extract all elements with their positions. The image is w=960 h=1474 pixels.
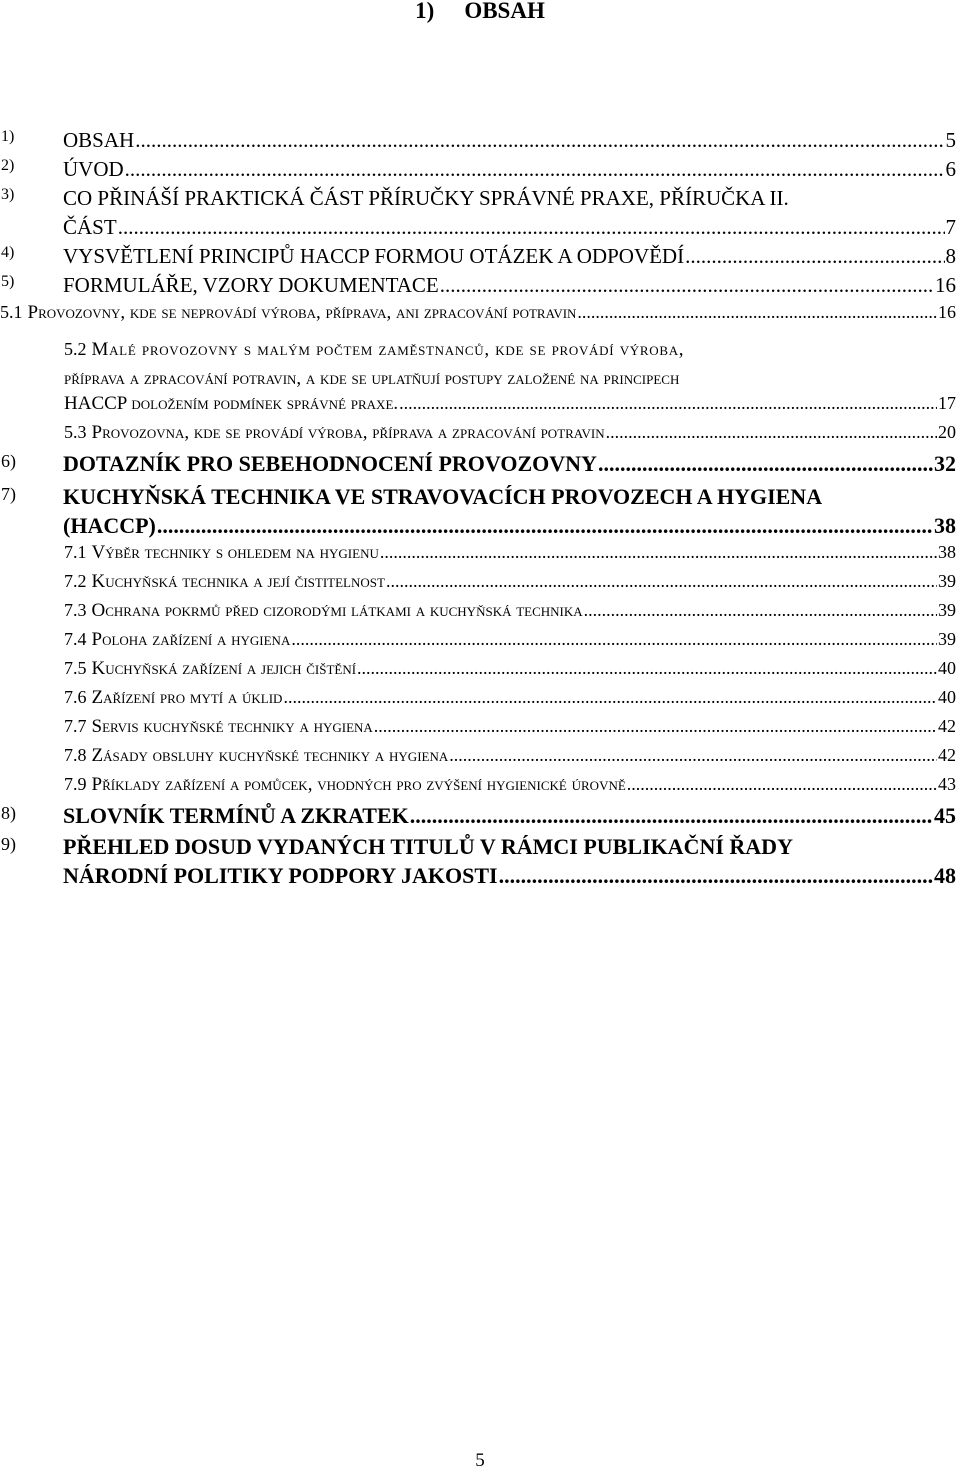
toc-subentry[interactable] bbox=[0, 658, 960, 687]
toc-subentry-number: 7.5 bbox=[64, 658, 87, 678]
toc-subentry-line-2 bbox=[0, 364, 960, 393]
toc-subentry-title: Provozovny, kde se neprovádí výroba, příprava, ani zpracování potravin bbox=[27, 302, 577, 323]
toc-subentry-page: 40 bbox=[938, 687, 956, 707]
toc-entry-number: 9) bbox=[1, 834, 16, 854]
toc-subentry-number: 5.3 bbox=[64, 422, 87, 442]
heading-number: 1) bbox=[415, 0, 435, 23]
toc-entry[interactable] bbox=[0, 484, 960, 542]
toc-subentry-number: 7.9 bbox=[64, 774, 87, 794]
dot-leader bbox=[135, 128, 944, 153]
toc-subentry-page: 43 bbox=[938, 774, 956, 794]
toc-entry-number: 4) bbox=[1, 244, 15, 261]
toc-subentry[interactable] bbox=[0, 335, 960, 422]
toc-subentry-page: 42 bbox=[938, 716, 956, 736]
toc-entry[interactable] bbox=[0, 834, 960, 892]
toc-entry-number: 1) bbox=[1, 128, 15, 145]
toc-entry-title-continued: NÁRODNÍ POLITIKY PODPORY JAKOSTI bbox=[63, 863, 498, 888]
toc-subentry-title: Poloha zařízení a hygiena bbox=[91, 629, 291, 650]
toc-subentry[interactable] bbox=[0, 422, 960, 451]
toc-entry-title: ÚVOD bbox=[63, 157, 124, 181]
toc-subentry-number: 7.3 bbox=[64, 600, 87, 620]
dot-leader bbox=[499, 863, 933, 889]
toc-entry-number: 2) bbox=[1, 157, 15, 174]
toc-subentry-number: 5.1 bbox=[0, 302, 23, 322]
toc-subentry-number: 5.2 bbox=[64, 339, 87, 359]
toc-entry-page: 45 bbox=[934, 803, 956, 828]
toc-subentry-title: Malé provozovny s malým počtem zaměstnanců, kde se provádí výroba, bbox=[91, 339, 685, 360]
dot-leader bbox=[118, 215, 945, 240]
toc-subentry-number: 7.1 bbox=[64, 542, 87, 562]
toc-subentry[interactable] bbox=[0, 774, 960, 803]
toc-entry-title: CO PŘINÁŠÍ PRAKTICKÁ ČÁST PŘÍRUČKY SPRÁVNÉ PRAXE, PŘÍRUČKA II. bbox=[63, 186, 789, 210]
toc-entry-page: 16 bbox=[935, 273, 956, 297]
toc-entry-title-continued: (HACCP) bbox=[63, 513, 156, 538]
toc-subentry-number: 7.6 bbox=[64, 687, 87, 707]
dot-leader bbox=[291, 629, 937, 650]
toc-subentry-number: 7.8 bbox=[64, 745, 87, 765]
dot-leader bbox=[606, 422, 937, 443]
toc-entry[interactable] bbox=[0, 186, 960, 244]
toc-subentry-title: Provozovna, kde se provádí výroba, příprava a zpracování potravin bbox=[91, 422, 605, 443]
toc-entry-title: SLOVNÍK TERMÍNŮ A ZKRATEK bbox=[63, 803, 409, 828]
toc-subentry-title-continued: HACCP doložením podmínek správné praxe. bbox=[64, 393, 399, 414]
toc-subentry[interactable] bbox=[0, 716, 960, 745]
toc-subentry[interactable] bbox=[0, 745, 960, 774]
dot-leader bbox=[449, 745, 937, 766]
toc-subentry-number: 7.2 bbox=[64, 571, 87, 591]
toc-subentry-page: 39 bbox=[938, 600, 956, 620]
dot-leader bbox=[283, 687, 937, 708]
dot-leader bbox=[685, 244, 944, 269]
toc-entry[interactable] bbox=[0, 451, 960, 480]
toc-subentry-page: 40 bbox=[938, 658, 956, 678]
toc-entry[interactable] bbox=[0, 157, 960, 186]
toc-entry-page: 32 bbox=[934, 451, 956, 476]
toc-subentry[interactable] bbox=[0, 600, 960, 629]
dot-leader bbox=[440, 273, 934, 298]
toc-entry-page: 5 bbox=[945, 128, 956, 152]
toc-entry-title-continued: ČÁST bbox=[63, 215, 117, 239]
toc-entry-page: 8 bbox=[945, 244, 956, 268]
toc-subentry-title: Příklady zařízení a pomůcek, vhodných pro zvýšení hygienické úrovně bbox=[91, 774, 626, 795]
toc-entry-title: FORMULÁŘE, VZORY DOKUMENTACE bbox=[63, 273, 439, 297]
toc-entry-page: 48 bbox=[934, 863, 956, 888]
toc-subentry-page: 20 bbox=[938, 422, 956, 442]
toc-subentry[interactable] bbox=[0, 302, 960, 331]
toc-subentry-page: 17 bbox=[938, 393, 956, 413]
toc-subentry[interactable] bbox=[0, 571, 960, 600]
dot-leader bbox=[598, 451, 933, 477]
dot-leader bbox=[399, 393, 937, 414]
toc-subentry-number: 7.7 bbox=[64, 716, 87, 736]
dot-leader bbox=[380, 542, 937, 563]
toc-subentry-title: Ochrana pokrmů před cizorodými látkami a kuchyňská technika bbox=[91, 600, 583, 621]
dot-leader bbox=[410, 803, 933, 829]
toc-subentry-title: Kuchyňská zařízení a jejich čištění bbox=[91, 658, 357, 679]
toc-entry[interactable] bbox=[0, 803, 960, 832]
toc-entry-page: 6 bbox=[945, 157, 956, 181]
toc-subentry-line-1 bbox=[0, 335, 960, 364]
toc-entry[interactable] bbox=[0, 273, 960, 302]
toc-entry-number: 3) bbox=[1, 186, 15, 203]
toc-subentry-page: 39 bbox=[938, 629, 956, 649]
toc-entry-title: VYSVĚTLENÍ PRINCIPŮ HACCP FORMOU OTÁZEK A ODPOVĚDÍ bbox=[63, 244, 685, 268]
dot-leader bbox=[627, 774, 937, 795]
heading-title: OBSAH bbox=[464, 0, 545, 23]
dot-leader bbox=[125, 157, 945, 182]
dot-leader bbox=[584, 600, 937, 621]
toc-subentry[interactable] bbox=[0, 542, 960, 571]
toc-subentry-title: Výběr techniky s ohledem na hygienu bbox=[91, 542, 379, 563]
toc-subentry-page: 42 bbox=[938, 745, 956, 765]
toc-subentry-page: 16 bbox=[938, 302, 956, 322]
page-number: 5 bbox=[475, 1450, 485, 1471]
toc-entry-title: PŘEHLED DOSUD VYDANÝCH TITULŮ V RÁMCI PUBLIKAČNÍ ŘADY bbox=[63, 834, 793, 859]
toc-entry-number: 6) bbox=[1, 451, 16, 471]
toc-subentry-title: Kuchyňská technika a její čistitelnost bbox=[91, 571, 385, 592]
toc-subentry-page: 39 bbox=[938, 571, 956, 591]
toc-entry-title: KUCHYŇSKÁ TECHNIKA VE STRAVOVACÍCH PROVOZECH A HYGIENA bbox=[63, 484, 823, 509]
toc-entry[interactable] bbox=[0, 244, 960, 273]
dot-leader bbox=[577, 302, 937, 323]
toc-entry-number: 5) bbox=[1, 273, 15, 290]
toc-entry-title: DOTAZNÍK PRO SEBEHODNOCENÍ PROVOZOVNY bbox=[63, 451, 597, 476]
toc-subentry-title: Servis kuchyňské techniky a hygiena bbox=[91, 716, 373, 737]
dot-leader bbox=[357, 658, 937, 679]
page-heading bbox=[0, 0, 960, 24]
toc-entry[interactable] bbox=[0, 128, 960, 157]
dot-leader bbox=[157, 513, 933, 539]
toc-entry-page: 7 bbox=[945, 215, 956, 239]
toc-subentry[interactable] bbox=[0, 629, 960, 658]
toc-entry-title: OBSAH bbox=[63, 128, 135, 152]
toc-subentry-title-continued: příprava a zpracování potravin, a kde se uplatňují postupy založené na principech bbox=[64, 368, 680, 389]
toc-entry-number: 8) bbox=[1, 803, 16, 823]
toc-entry-page: 38 bbox=[934, 513, 956, 538]
toc-subentry-title: Zařízení pro mytí a úklid bbox=[91, 687, 283, 708]
toc-entry-number: 7) bbox=[1, 484, 16, 504]
dot-leader bbox=[386, 571, 937, 592]
toc-subentry[interactable] bbox=[0, 687, 960, 716]
toc-subentry-page: 38 bbox=[938, 542, 956, 562]
dot-leader bbox=[374, 716, 937, 737]
toc-subentry-title: Zásady obsluhy kuchyňské techniky a hygiena bbox=[91, 745, 449, 766]
table-of-contents bbox=[0, 128, 960, 892]
toc-subentry-number: 7.4 bbox=[64, 629, 87, 649]
